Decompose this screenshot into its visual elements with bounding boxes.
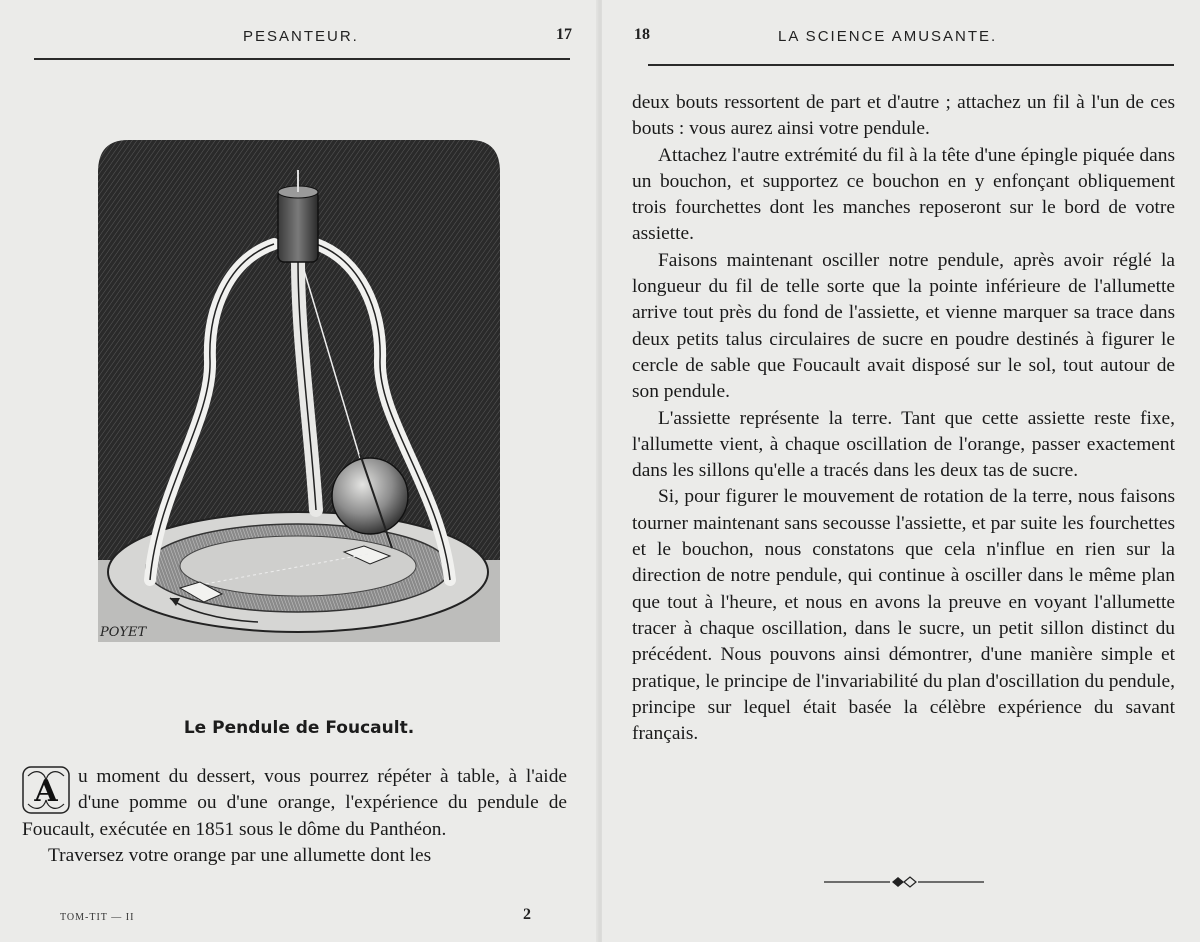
running-head-left: PESANTEUR. (243, 28, 359, 45)
header-rule-left (34, 58, 570, 60)
artist-signature: POYET (100, 625, 147, 640)
left-page (0, 0, 598, 942)
footer-signature-number: 2 (523, 906, 531, 923)
foucault-pendulum-engraving (98, 140, 500, 652)
right-paragraph-5: Si, pour figurer le mouvement de rotation de la terre, nous faisons tourner maintenant sans secousse l'assiette, et par suite les fourchettes et le bouchon, nous constatons que cela n'influe en rien sur la direction de notre pendule, qui continue à osciller dans le même plan que tout à l'heure, et nous en avons la preuve en voyant l'allumette tracer à chaque oscillation, dans le sucre, un petit sillon distinct du précédent. Nous pouvons ainsi démontrer, d'une manière simple et pratique, le principe de l'invariabilité du plan d'oscillation du pendule, principe sur lequel était basée la célèbre expérience du savant français. (632, 486, 1175, 745)
left-paragraph-1: u moment du dessert, vous pourrez répéter à table, à l'aide d'une pomme ou d'une orange, l'expérience du pendule de Foucault, exécutée en 1851 sous le dôme du Panthéon. (22, 766, 567, 840)
footer-signature: TOM-TIT — II (60, 912, 135, 923)
page-number-left: 17 (556, 26, 572, 43)
right-body-text (632, 90, 1175, 747)
right-paragraph-3: Faisons maintenant osciller notre pendule, après avoir réglé la longueur du fil de telle sorte que la pointe inférieure de l'allumette arrive tout près du fond de l'assiette, et vienne marquer sa trace dans deux petits talus circulaires de sucre en poudre destinés à figurer le cercle de sable que Foucault avait disposé sur le sol, tout autour de son pendule. (632, 249, 1175, 403)
right-paragraph-2: Attachez l'autre extrémité du fil à la tête d'une épingle piquée dans un bouchon, et supportez ce bouchon en y enfonçant obliquement trois fourchettes dont les manches reposeront sur le bord de votre assiette. (632, 144, 1175, 245)
figure-caption: Le Pendule de Foucault. (183, 718, 415, 738)
page-number-right: 18 (634, 26, 650, 43)
left-paragraph-2: Traversez votre orange par une allumette dont les (48, 844, 432, 866)
header-rule-right (648, 64, 1174, 66)
section-end-ornament-icon (824, 874, 984, 890)
right-page (602, 0, 1200, 942)
ornamental-dropcap-icon (22, 766, 70, 814)
right-paragraph-4: L'assiette représente la terre. Tant que cette assiette reste fixe, l'allumette vient, à chaque oscillation de l'orange, passer exactement dans les sillons qu'elle a tracés dans les deux tas de sucre. (632, 407, 1175, 482)
running-head-right: LA SCIENCE AMUSANTE. (778, 28, 998, 45)
left-body-text (22, 764, 567, 869)
dropcap-letter: A (34, 774, 58, 809)
right-paragraph-1: deux bouts ressortent de part et d'autre ; attachez un fil à l'un de ces bouts : vous aurez ainsi votre pendule. (632, 92, 1175, 140)
